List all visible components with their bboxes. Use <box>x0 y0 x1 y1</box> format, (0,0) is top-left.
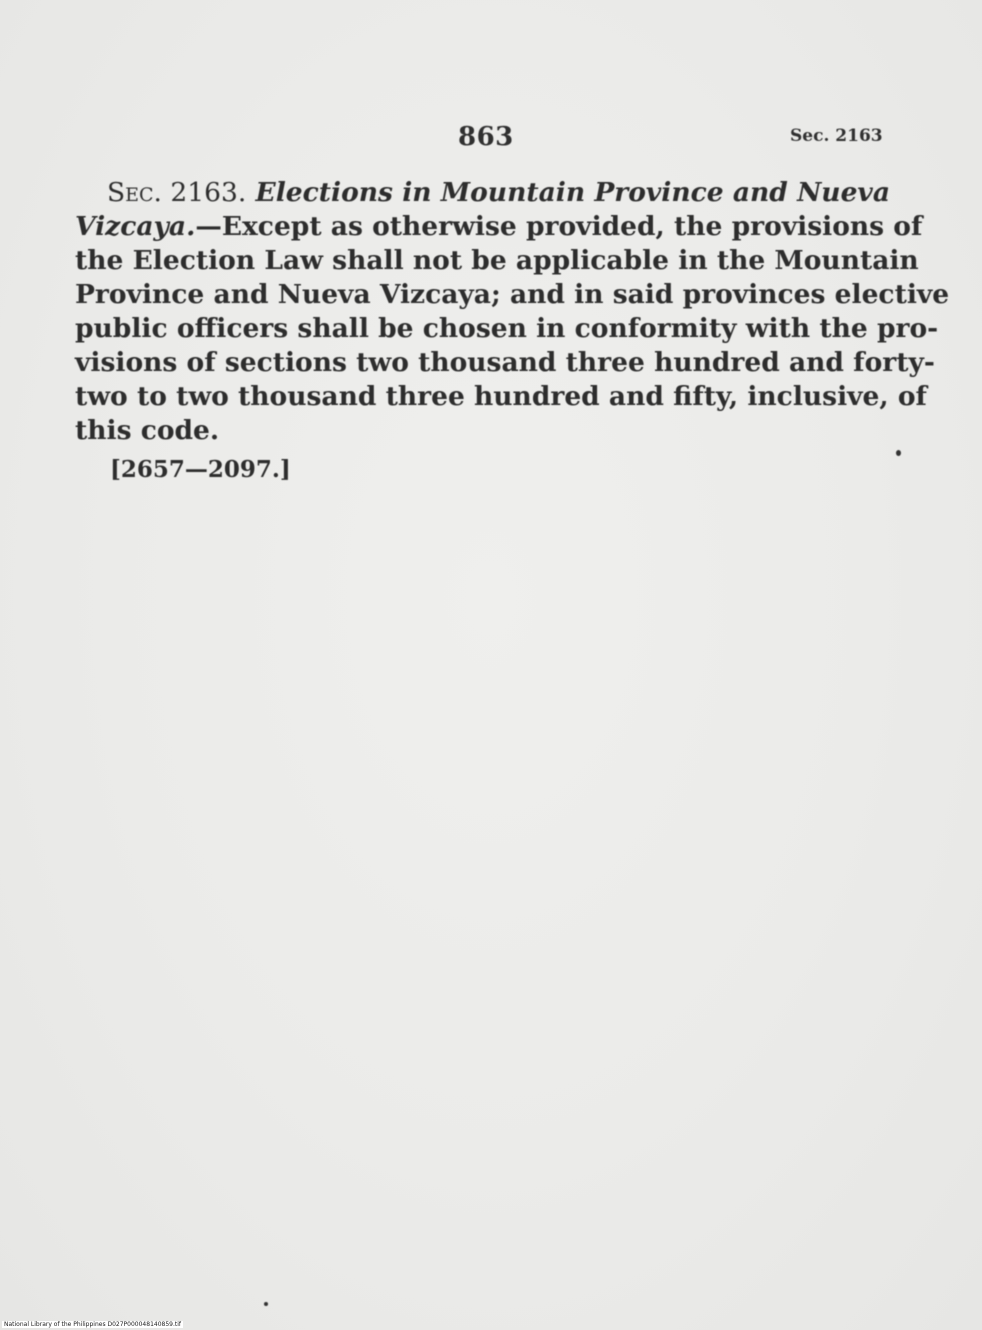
section-text-line-4: public officers shall be chosen in conformity with the pro- <box>75 313 939 344</box>
ink-speck <box>264 1302 268 1306</box>
section-text-line-3: Province and Nueva Vizcaya; and in said provinces elective <box>75 279 950 310</box>
running-section-reference: Sec. 2163 <box>790 126 883 146</box>
section-text-fragment: —Except as otherwise provided, the provisions of <box>195 211 923 242</box>
section-title-part-1: Elections in Mountain Province and Nueva <box>255 177 890 208</box>
section-text-line-5: visions of sections two thousand three hundred and forty- <box>75 347 935 378</box>
section-text-line-7: this code. <box>75 415 220 446</box>
section-body <box>75 176 950 448</box>
section-label: Sec. 2163. <box>107 177 247 208</box>
source-citation: [2657—2097.] <box>110 456 291 483</box>
section-text-line-1 <box>75 210 923 244</box>
section-text-line-2: the Election Law shall not be applicable in the Mountain <box>75 245 919 276</box>
section-text-line-6: two to two thousand three hundred and fifty, inclusive, of <box>75 381 927 412</box>
scan-credit: National Library of the Philippines D027P000048140859.tif <box>4 1321 182 1328</box>
section-heading-line <box>75 176 890 210</box>
ink-speck <box>896 450 901 456</box>
page-number: 863 <box>458 122 514 152</box>
section-title-part-2: Vizcaya. <box>75 211 196 242</box>
